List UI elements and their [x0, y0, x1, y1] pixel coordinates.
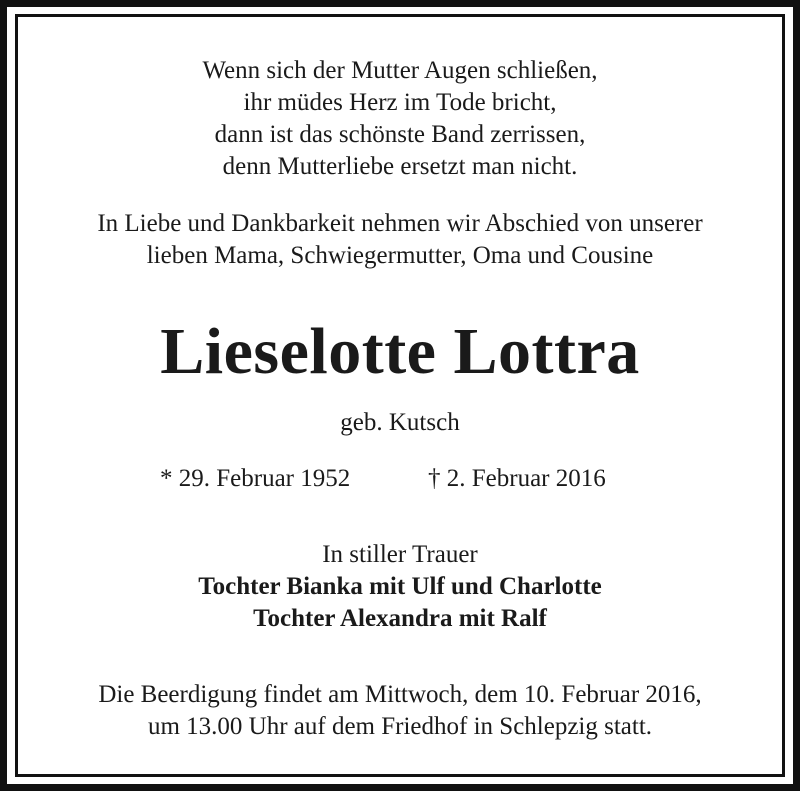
poem-line: ihr müdes Herz im Tode bricht, — [243, 89, 557, 116]
death-date: † 2. Februar 2016 — [428, 465, 606, 492]
intro-line: In Liebe und Dankbarkeit nehmen wir Abschied von unserer — [97, 210, 703, 237]
mourner-name: Tochter Alexandra mit Ralf — [253, 605, 547, 632]
mourner-name: Tochter Bianka mit Ulf und Charlotte — [198, 573, 602, 600]
birth-date: * 29. Februar 1952 — [160, 465, 351, 492]
mourning-heading: In stiller Trauer — [322, 541, 478, 568]
poem-line: Wenn sich der Mutter Augen schließen, — [202, 57, 598, 84]
intro-line: lieben Mama, Schwiegermutter, Oma und Cousine — [146, 242, 654, 269]
poem-line: denn Mutterliebe ersetzt man nicht. — [222, 153, 578, 180]
memorial-poem — [18, 55, 782, 183]
mourners-block — [18, 539, 782, 635]
farewell-intro — [18, 208, 782, 272]
funeral-info — [18, 679, 782, 743]
poem-line: dann ist das schönste Band zerrissen, — [214, 121, 586, 148]
deceased-name: Lieselotte Lottra — [160, 315, 640, 388]
funeral-line: um 13.00 Uhr auf dem Friedhof in Schlepzig statt. — [147, 713, 653, 740]
funeral-line: Die Beerdigung findet am Mittwoch, dem 10. Februar 2016, — [98, 681, 702, 708]
maiden-name: geb. Kutsch — [340, 409, 460, 436]
